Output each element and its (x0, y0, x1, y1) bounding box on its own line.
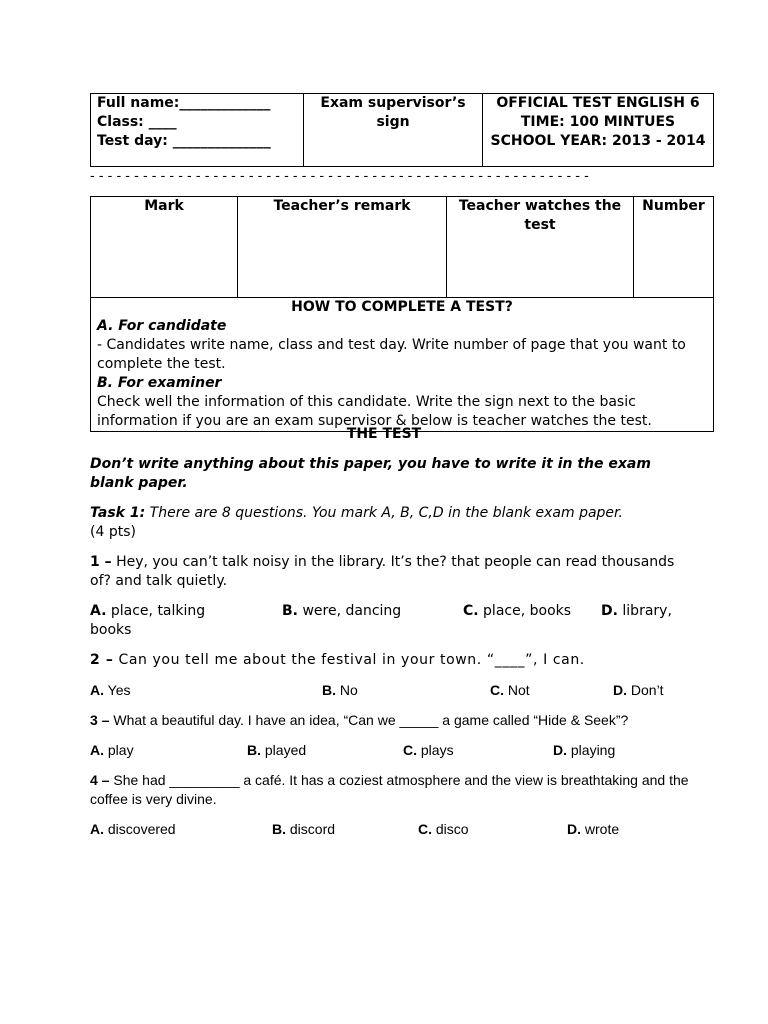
question-2 (90, 651, 690, 670)
option-letter: D. (567, 821, 581, 837)
supervisor-sign-label: Exam supervisor’s sign (320, 95, 466, 130)
examiner-section-title: B. For examiner (97, 375, 222, 391)
question-3-options (90, 741, 690, 760)
option-letter: B. (272, 821, 286, 837)
option-text: playing (567, 742, 616, 758)
task1-text: There are 8 questions. You mark A, B, C,D in the blank exam paper. (145, 505, 623, 521)
option-letter: B. (247, 742, 261, 758)
option-letter: A. (90, 821, 104, 837)
test-title: THE TEST (346, 426, 422, 442)
option-text: were, dancing (298, 603, 402, 619)
question-text: She had _________ a café. It has a coziest atmosphere and the view is breathtaking and the coffee is very divine. (90, 772, 689, 807)
option-letter: B. (322, 682, 336, 698)
option-letter: D. (601, 603, 618, 619)
question-number: 2 – (90, 652, 114, 668)
option-text: Yes (104, 682, 131, 698)
question-text: Hey, you can’t talk noisy in the library. It’s the? that people can read thousands of? and talk quietly. (90, 554, 675, 589)
full-name-line: Full name:_____________ (97, 95, 271, 111)
option-text: library, books (90, 603, 672, 638)
mark-label: Mark (144, 198, 184, 214)
test-body (90, 455, 690, 850)
task1-points: (4 pts) (90, 524, 136, 540)
instructions-cell (91, 298, 714, 432)
school-year: SCHOOL YEAR: 2013 - 2014 (490, 133, 706, 149)
option-text: place, books (478, 603, 572, 619)
warning-text: Don’t write anything about this paper, you have to write it in the exam blank paper. (90, 456, 651, 491)
class-line: Class: ____ (97, 114, 177, 130)
option-letter: A. (90, 603, 107, 619)
official-test-cell (483, 94, 714, 167)
mark-cell (91, 197, 238, 298)
header-table (90, 93, 714, 167)
remark-label: Teacher’s remark (273, 198, 411, 214)
option-text: played (261, 742, 307, 758)
remark-cell (238, 197, 447, 298)
question-2-options (90, 681, 690, 700)
official-test-title: OFFICIAL TEST ENGLISH 6 (496, 95, 700, 111)
question-3 (90, 711, 690, 730)
option-text: discord (286, 821, 336, 837)
question-number: 4 – (90, 772, 110, 788)
teacher-watch-cell (447, 197, 634, 298)
mark-table (90, 196, 714, 432)
question-1-options (90, 602, 690, 640)
question-number: 1 – (90, 554, 112, 570)
candidate-section-text: - Candidates write name, class and test day. Write number of page that you want to complete the test. (97, 337, 686, 372)
question-4 (90, 771, 690, 809)
option-letter: B. (282, 603, 298, 619)
cut-line: - - - - - - - - - - - - - - - - - - - - - - - - - - - - - - - - - - - - - - - - - - - - - - - - - - - - - - - - - (90, 169, 589, 184)
option-text: Don’t (627, 682, 664, 698)
option-text: place, talking (106, 603, 206, 619)
option-letter: C. (418, 821, 432, 837)
question-text: What a beautiful day. I have an idea, “Can we _____ a game called “Hide & Seek”? (109, 712, 629, 728)
question-1 (90, 553, 690, 591)
test-time: TIME: 100 MINTUES (520, 114, 676, 130)
number-label: Number (642, 198, 705, 214)
candidate-section-title: A. For candidate (97, 318, 227, 334)
test-day-line: Test day: ______________ (97, 133, 271, 149)
question-number: 3 – (90, 712, 110, 728)
option-letter: C. (490, 682, 504, 698)
option-text: No (336, 682, 358, 698)
teacher-watch-label: Teacher watches the test (458, 198, 622, 233)
supervisor-sign-cell (304, 94, 483, 167)
option-text: Not (504, 682, 530, 698)
option-letter: D. (553, 742, 567, 758)
question-4-options (90, 820, 690, 839)
option-text: wrote (581, 821, 620, 837)
option-text: discovered (104, 821, 176, 837)
option-letter: A. (90, 742, 104, 758)
question-text: Can you tell me about the festival in your town. “____”, I can. (113, 652, 585, 668)
task1-instruction (90, 504, 690, 542)
option-text: disco (432, 821, 469, 837)
examiner-section-text: Check well the information of this candidate. Write the sign next to the basic information if you are an exam supervisor & below is teacher watches the test. (97, 394, 652, 429)
option-text: play (104, 742, 134, 758)
task1-label: Task 1: (90, 505, 146, 521)
instructions-title: HOW TO COMPLETE A TEST? (291, 299, 513, 315)
candidate-info-cell (91, 94, 304, 167)
option-letter: A. (90, 682, 104, 698)
number-cell (634, 197, 714, 298)
option-letter: C. (463, 603, 479, 619)
option-text: plays (417, 742, 454, 758)
option-letter: D. (613, 682, 627, 698)
option-letter: C. (403, 742, 417, 758)
